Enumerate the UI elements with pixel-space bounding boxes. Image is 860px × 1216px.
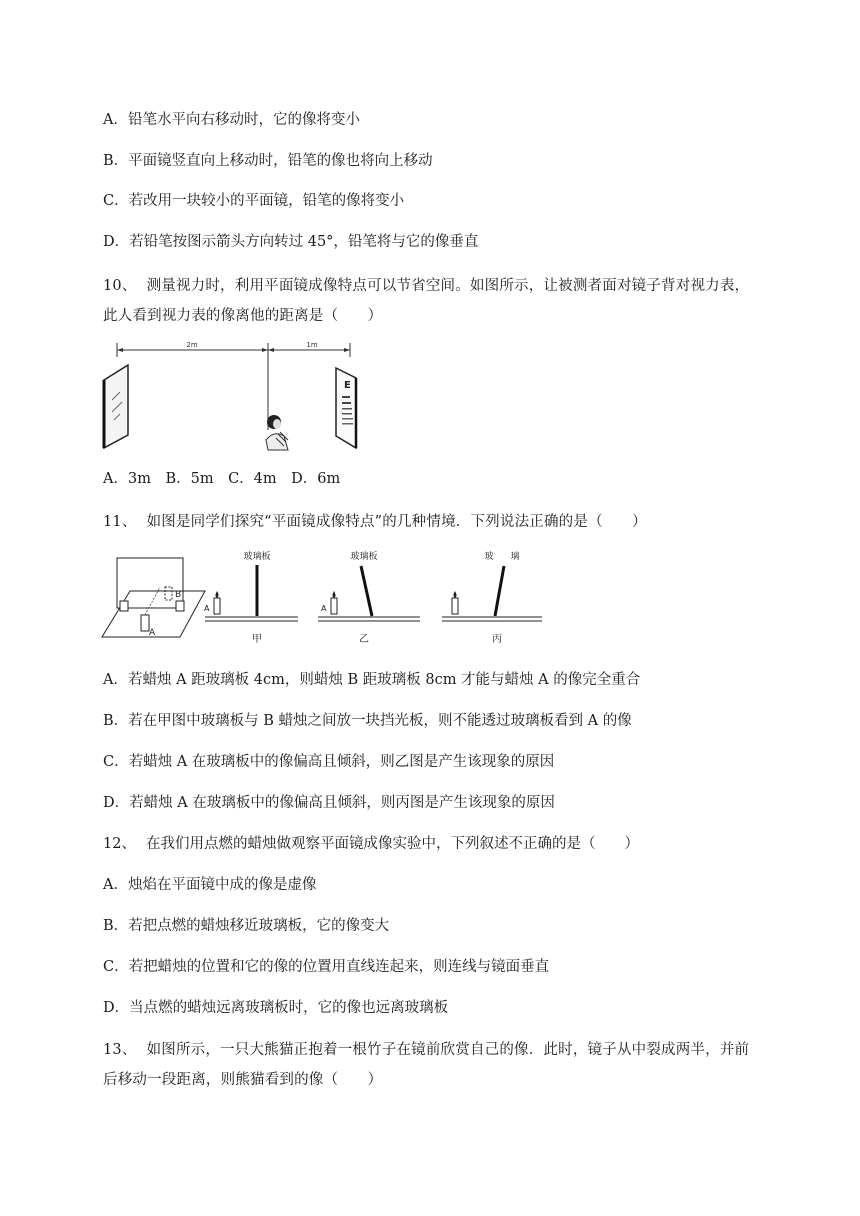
q10-distance-2m: 2m xyxy=(186,341,198,349)
q10-options: A．3m B．5m C．4m D．6m xyxy=(103,471,341,487)
q12-text: 在我们用点燃的蜡烛做观察平面镜成像实验中，下列叙述不正确的是（ ） xyxy=(145,836,639,852)
perspective-setup xyxy=(102,558,205,638)
bing-label-glass-2: 璃 xyxy=(510,552,520,562)
q11-number: 11、 xyxy=(103,514,137,530)
diagram-jia xyxy=(204,550,298,645)
q12-number: 12、 xyxy=(103,836,136,852)
q11-option-a: A．若蜡烛 A 距玻璃板 4cm，则蜡烛 B 距玻璃板 8cm 才能与蜡烛 A 的像完全重合 xyxy=(103,672,641,688)
q11-option-c: C．若蜡烛 A 在玻璃板中的像偏高且倾斜，则乙图是产生该现象的原因 xyxy=(103,754,555,770)
q9-option-a: A．铅笔水平向右移动时，它的像将变小 xyxy=(103,112,360,128)
caption-jia: 甲 xyxy=(252,634,262,645)
eye-chart xyxy=(336,368,356,448)
caption-yi: 乙 xyxy=(359,634,369,645)
mirror xyxy=(104,365,128,448)
q10-number: 10、 xyxy=(103,278,137,294)
caption-bing: 丙 xyxy=(492,634,502,645)
q12-option-c: C．若把蜡烛的位置和它的像的位置用直线连起来，则连线与镜面垂直 xyxy=(103,959,550,975)
q12-option-b: B．若把点燃的蜡烛移近玻璃板，它的像变大 xyxy=(103,918,390,934)
q11-option-b: B．若在甲图中玻璃板与 B 蜡烛之间放一块挡光板，则不能透过玻璃板看到 A 的像 xyxy=(103,713,632,729)
q11-option-d: D．若蜡烛 A 在玻璃板中的像偏高且倾斜，则丙图是产生该现象的原因 xyxy=(103,795,555,811)
setup-label-b: B xyxy=(175,590,182,600)
q9-option-d: D．若铅笔按图示箭头方向转过 45°，铅笔将与它的像垂直 xyxy=(103,234,479,250)
diagram-bing xyxy=(442,550,542,645)
q13-stem xyxy=(103,1035,763,1095)
q10-distance-1m: 1m xyxy=(306,341,318,349)
setup-label-a: A xyxy=(149,628,156,638)
q10-figure xyxy=(100,340,375,455)
q9-option-c: C．若改用一块较小的平面镜，铅笔的像将变小 xyxy=(103,193,405,209)
q11-stem xyxy=(103,507,763,537)
q11-text: 如图是同学们探究“平面镜成像特点”的几种情境．下列说法正确的是（ ） xyxy=(146,514,647,530)
q10-stem xyxy=(103,271,763,331)
yi-label-glass: 玻璃板 xyxy=(350,552,378,562)
q12-option-a: A．烛焰在平面镜中成的像是虚像 xyxy=(103,877,317,893)
jia-label-glass: 玻璃板 xyxy=(243,552,271,562)
person xyxy=(266,415,288,450)
yi-label-a: A xyxy=(321,604,327,613)
q12-option-d: D．当点燃的蜡烛远离玻璃板时，它的像也远离玻璃板 xyxy=(103,1000,449,1016)
q11-figure xyxy=(100,545,550,650)
q13-number: 13、 xyxy=(103,1042,137,1058)
q12-stem xyxy=(103,834,639,854)
q10-text: 测量视力时，利用平面镜成像特点可以节省空间。如图所示，让被测者面对镜子背对视力表，此人看到视力表的像离他的距离是（ ） xyxy=(103,278,750,324)
q9-option-b: B．平面镜竖直向上移动时，铅笔的像也将向上移动 xyxy=(103,153,433,169)
bing-label-glass-1: 玻 xyxy=(484,552,494,562)
q13-text: 如图所示，一只大熊猫正抱着一根竹子在镜前欣赏自己的像．此时，镜子从中裂成两半，并前后移动一段距离，则熊猫看到的像（ ） xyxy=(103,1042,750,1088)
diagram-yi xyxy=(318,550,420,645)
jia-label-a: A xyxy=(204,604,210,613)
svg-text:E: E xyxy=(344,380,351,391)
